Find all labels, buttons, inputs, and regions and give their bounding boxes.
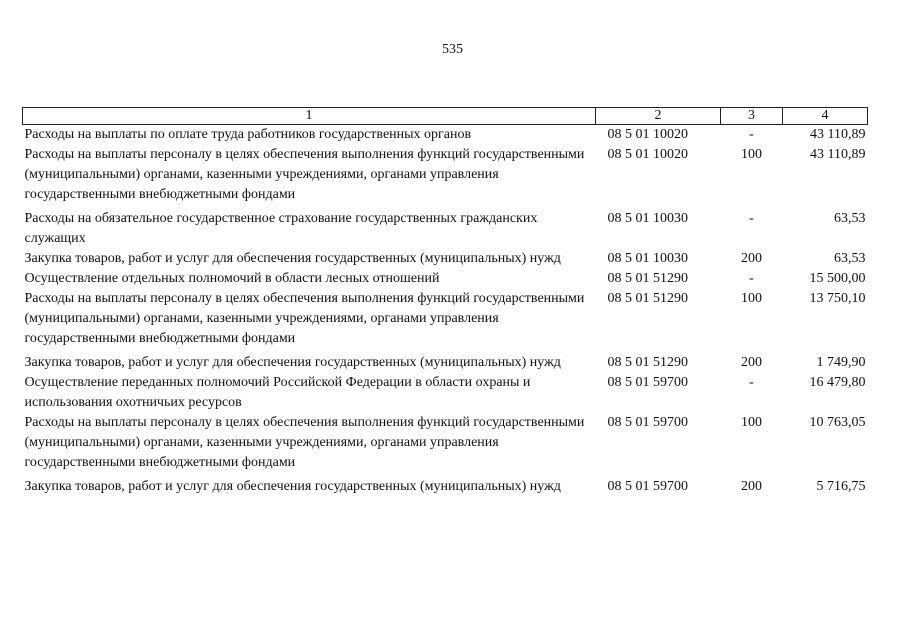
row-expense-type: 100 <box>741 147 762 162</box>
row-name: Расходы на выплаты по оплате труда работников государственных органов <box>24 127 472 142</box>
row-sum: 15 500,00 <box>809 271 866 286</box>
table-header-row <box>23 108 868 125</box>
row-name: Расходы на выплаты персоналу в целях обеспечения выполнения функций государственными (муниципальными) органами, казенными учреждениями, органами управления государственными внебюджетными фондами <box>24 415 585 470</box>
row-code: 08 5 01 51290 <box>607 355 688 370</box>
table-row <box>23 373 868 413</box>
row-expense-type: 100 <box>741 415 762 430</box>
row-code: 08 5 01 10030 <box>607 211 688 226</box>
column-header-4: 4 <box>783 108 868 125</box>
row-code: 08 5 01 59700 <box>607 415 688 430</box>
row-expense-type: - <box>749 211 754 226</box>
row-name: Осуществление отдельных полномочий в области лесных отношений <box>24 271 440 286</box>
row-sum: 5 716,75 <box>816 479 866 494</box>
column-header-2: 2 <box>596 108 721 125</box>
row-code: 08 5 01 59700 <box>607 375 688 390</box>
row-expense-type: - <box>749 375 754 390</box>
row-sum: 43 110,89 <box>810 127 866 142</box>
table-row <box>23 353 868 373</box>
row-sum: 63,53 <box>834 211 866 226</box>
row-name: Закупка товаров, работ и услуг для обеспечения государственных (муниципальных) нужд <box>24 251 561 266</box>
table-row <box>23 477 868 497</box>
table-row <box>23 269 868 289</box>
table-row <box>23 125 868 146</box>
column-header-3: 3 <box>721 108 783 125</box>
table-row <box>23 413 868 477</box>
row-sum: 16 479,80 <box>809 375 866 390</box>
row-code: 08 5 01 59700 <box>607 479 688 494</box>
table-row <box>23 249 868 269</box>
row-sum: 13 750,10 <box>809 291 866 306</box>
row-code: 08 5 01 10020 <box>607 127 688 142</box>
row-sum: 63,53 <box>834 251 866 266</box>
row-code: 08 5 01 10020 <box>607 147 688 162</box>
budget-table <box>22 107 868 497</box>
column-header-1: 1 <box>23 108 596 125</box>
page-number: 535 <box>442 42 463 57</box>
table-row <box>23 209 868 249</box>
row-expense-type: 200 <box>741 355 762 370</box>
row-code: 08 5 01 10030 <box>607 251 688 266</box>
row-expense-type: 200 <box>741 251 762 266</box>
row-sum: 10 763,05 <box>809 415 866 430</box>
row-name: Расходы на выплаты персоналу в целях обеспечения выполнения функций государственными (муниципальными) органами, казенными учреждениями, органами управления государственными внебюджетными фондами <box>24 291 585 346</box>
row-expense-type: - <box>749 271 754 286</box>
row-expense-type: - <box>749 127 754 142</box>
row-name: Закупка товаров, работ и услуг для обеспечения государственных (муниципальных) нужд <box>24 479 561 494</box>
row-name: Осуществление переданных полномочий Российской Федерации в области охраны и использования охотничьих ресурсов <box>24 375 531 410</box>
row-expense-type: 200 <box>741 479 762 494</box>
row-code: 08 5 01 51290 <box>607 291 688 306</box>
table-row <box>23 289 868 353</box>
table-row <box>23 145 868 209</box>
row-sum: 43 110,89 <box>810 147 866 162</box>
row-name: Закупка товаров, работ и услуг для обеспечения государственных (муниципальных) нужд <box>24 355 561 370</box>
row-name: Расходы на выплаты персоналу в целях обеспечения выполнения функций государственными (муниципальными) органами, казенными учреждениями, органами управления государственными внебюджетными фондами <box>24 147 585 202</box>
row-expense-type: 100 <box>741 291 762 306</box>
row-sum: 1 749,90 <box>816 355 866 370</box>
row-name: Расходы на обязательное государственное страхование государственных гражданских служащих <box>24 211 538 246</box>
row-code: 08 5 01 51290 <box>607 271 688 286</box>
